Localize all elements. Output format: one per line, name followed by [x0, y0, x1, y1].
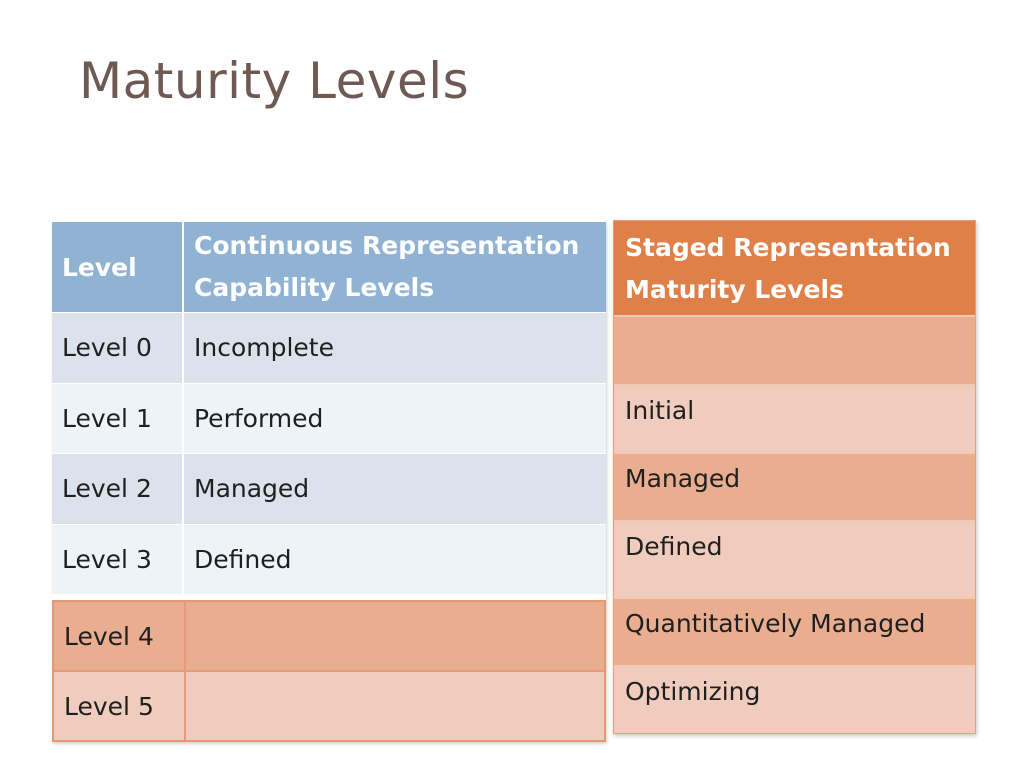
staged-header-line1: Staged Representation [625, 233, 951, 262]
slide-title: Maturity Levels [79, 52, 470, 110]
maturity-cell: Managed [625, 464, 741, 493]
table-row [614, 315, 975, 384]
table-row [54, 670, 604, 740]
table-row [52, 312, 606, 383]
level-cell: Level 2 [52, 454, 184, 524]
header-continuous-line1: Continuous Representation [194, 231, 580, 260]
header-level: Level [52, 222, 184, 312]
maturity-cell: Initial [625, 396, 695, 425]
table-row [52, 524, 606, 595]
maturity-cell [625, 317, 975, 327]
table-row [614, 597, 975, 665]
table-header-row [52, 222, 606, 312]
table-row [614, 384, 975, 452]
capability-cell: Incomplete [194, 333, 334, 363]
table-row [614, 452, 975, 520]
level-cell: Level 3 [52, 525, 184, 595]
staged-representation-table [613, 220, 976, 734]
header-continuous-line2: Capability Levels [194, 273, 435, 302]
orange-level-block [52, 600, 606, 742]
capability-cell: Managed [194, 474, 310, 504]
staged-header [614, 221, 975, 315]
staged-header-line2: Maturity Levels [625, 275, 844, 304]
continuous-representation-table [52, 222, 606, 742]
table-row [614, 520, 975, 597]
level-cell: Level 1 [52, 384, 184, 454]
table-row [54, 602, 604, 670]
capability-cell [186, 602, 604, 670]
capability-cell [186, 672, 604, 740]
table-row [52, 383, 606, 454]
level-cell: Level 4 [54, 602, 186, 670]
capability-cell: Performed [194, 403, 324, 433]
table-row [614, 665, 975, 733]
level-cell: Level 0 [52, 313, 184, 383]
maturity-cell: Optimizing [625, 677, 761, 706]
table-row [52, 453, 606, 524]
header-continuous [184, 222, 606, 312]
maturity-cell: Quantitatively Managed [625, 609, 926, 638]
maturity-cell: Defined [625, 532, 723, 561]
level-cell: Level 5 [54, 672, 186, 740]
capability-cell: Defined [194, 544, 292, 574]
